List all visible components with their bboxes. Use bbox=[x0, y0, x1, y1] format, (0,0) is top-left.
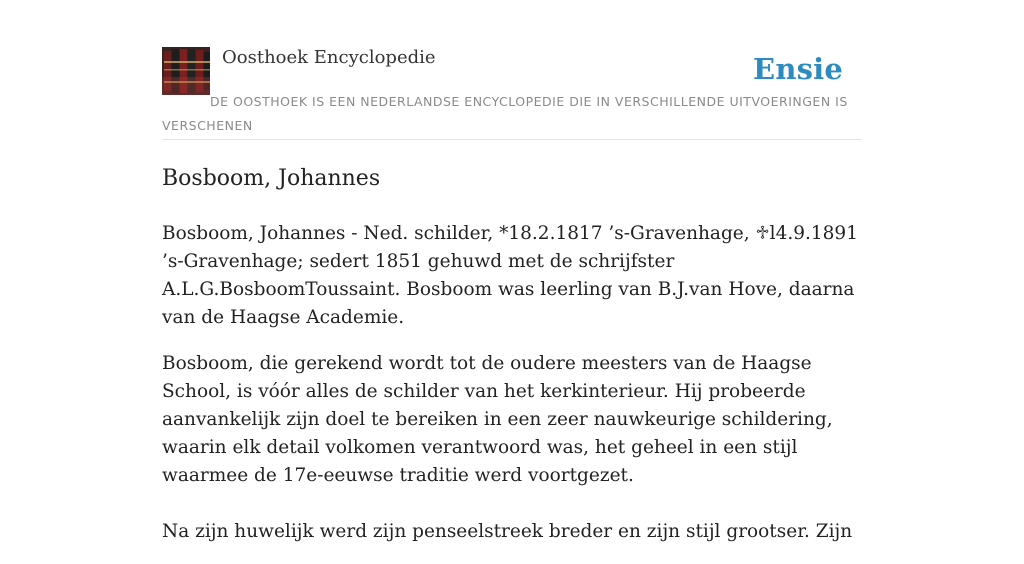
source-name[interactable]: Oosthoek Encyclopedie bbox=[222, 47, 436, 68]
article bbox=[162, 162, 862, 564]
encyclopedia-books-icon[interactable] bbox=[162, 47, 210, 95]
ensie-logo[interactable]: Ensie bbox=[753, 52, 843, 86]
source-header bbox=[162, 46, 862, 140]
article-paragraph: Bosboom, die gerekend wordt tot de oudere meesters van de Haagse School, is vóór alles de schilder van het kerkinterieur. Hij probeerde aanvankelijk zijn doel te bereiken in een zeer nauwkeurige schildering, waarin elk detail volkomen verantwoord was, het geheel in een stijl waarmee de 17e-eeuwse traditie werd voortgezet. bbox=[162, 353, 833, 486]
article-paragraph: Na zijn huwelijk werd zijn penseelstreek breder en zijn stijl grootser. Zijn bbox=[162, 521, 853, 542]
article-title: Bosboom, Johannes bbox=[162, 166, 381, 191]
article-paragraph: Bosboom, Johannes - Ned. schilder, *18.2.1817 ’s-Gravenhage, ♱l4.9.1891 ’s-Gravenhage; sedert 1851 gehuwd met de schrijfster A.L.G.BosboomToussaint. Bosboom was leerling van B.J.van Hove, daarna van de Haagse Academie. bbox=[162, 223, 858, 328]
source-description: DE OOSTHOEK IS EEN NEDERLANDSE ENCYCLOPEDIE DIE IN VERSCHILLENDE UITVOERINGEN IS VERSCHENEN bbox=[162, 94, 848, 133]
